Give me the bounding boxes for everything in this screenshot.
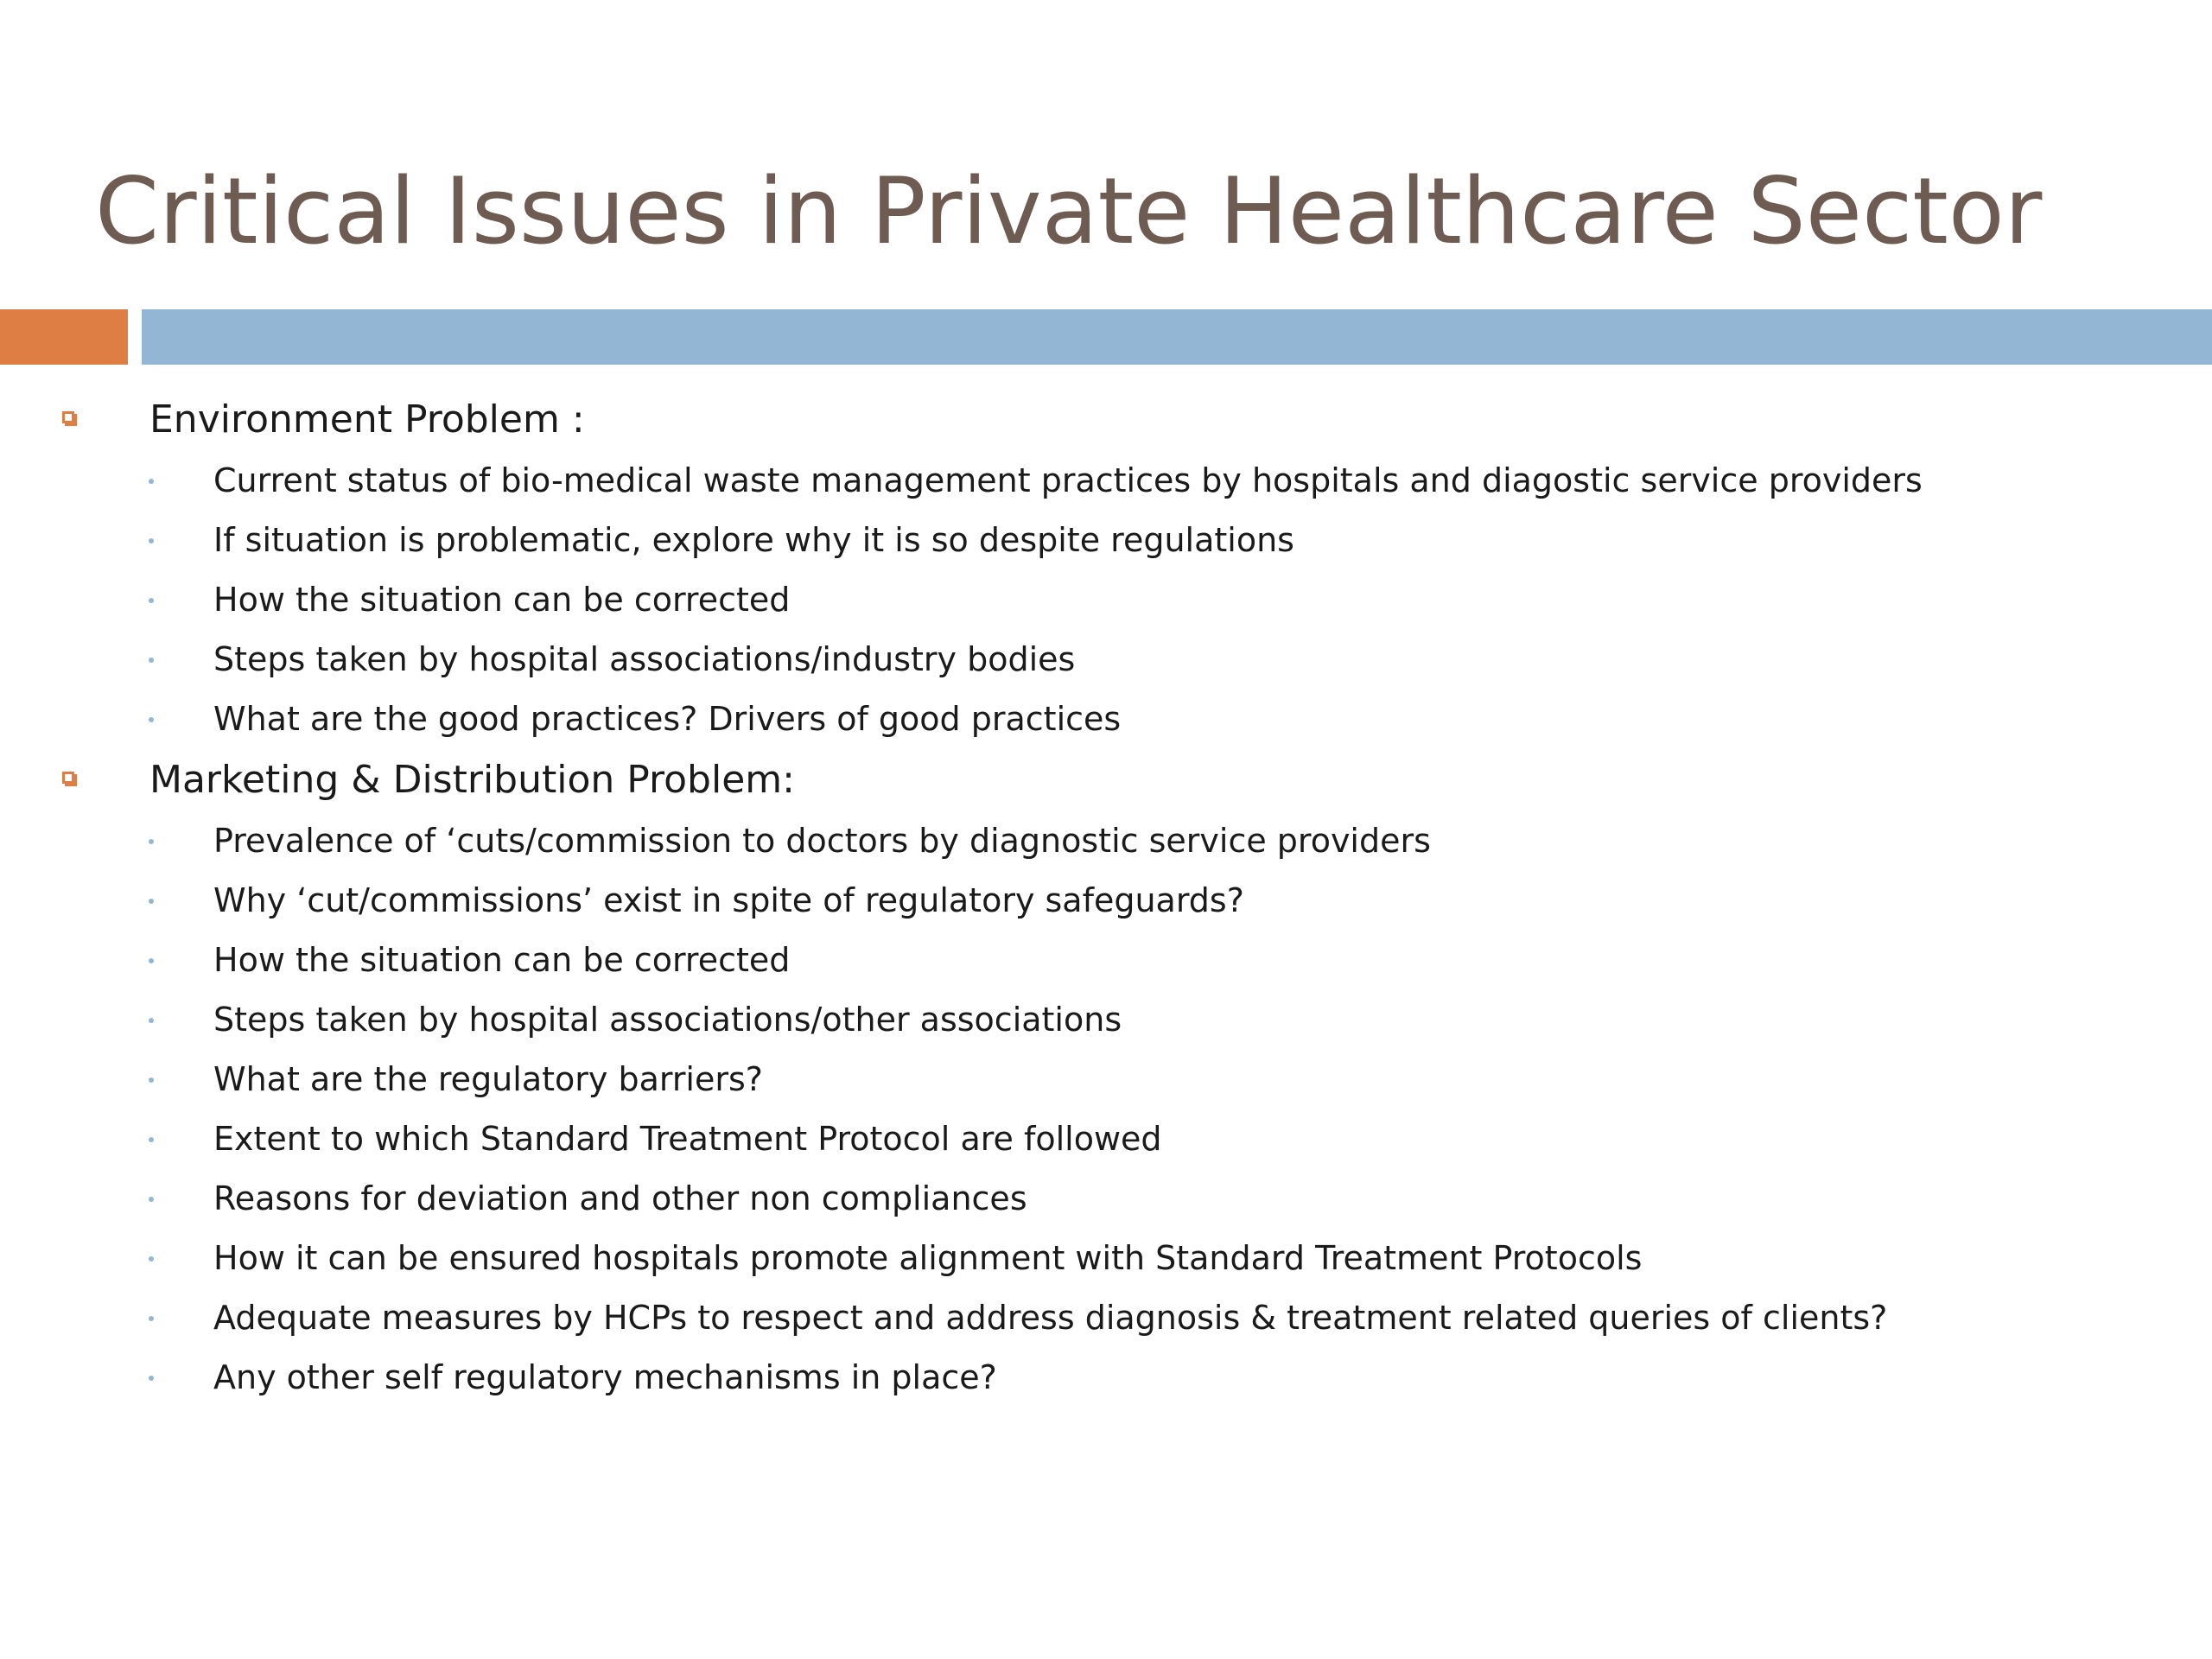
section-heading-marketing xyxy=(0,749,2212,811)
list-item-label: Steps taken by hospital associations/other associations xyxy=(213,1001,1122,1039)
list-item xyxy=(0,690,2212,749)
dot-bullet-icon xyxy=(149,1077,154,1083)
list-item xyxy=(0,630,2212,690)
list-item xyxy=(0,1288,2212,1348)
dot-bullet-icon xyxy=(149,899,154,904)
list-item-label: If situation is problematic, explore why it is so despite regulations xyxy=(213,521,1294,559)
dot-bullet-icon xyxy=(149,538,154,543)
list-item-label: Any other self regulatory mechanisms in place? xyxy=(213,1358,997,1396)
dot-bullet-icon xyxy=(149,1316,154,1321)
list-item-label: Steps taken by hospital associations/industry bodies xyxy=(213,640,1076,678)
list-item-label: What are the regulatory barriers? xyxy=(213,1060,763,1098)
list-item xyxy=(0,1169,2212,1229)
dot-bullet-icon xyxy=(149,1137,154,1142)
list-item-label: Reasons for deviation and other non compliances xyxy=(213,1179,1027,1217)
list-item-label: Adequate measures by HCPs to respect and address diagnosis & treatment related queries of clients? xyxy=(213,1299,1888,1337)
dot-bullet-icon xyxy=(149,1197,154,1202)
dot-bullet-icon xyxy=(149,658,154,663)
accent-bar-blue xyxy=(142,309,2212,365)
list-item xyxy=(0,811,2212,871)
dot-bullet-icon xyxy=(149,958,154,963)
list-item-label: Prevalence of ‘cuts/commission to doctors by diagnostic service providers xyxy=(213,822,1431,860)
dot-bullet-icon xyxy=(149,717,154,722)
section-label: Marketing & Distribution Problem: xyxy=(149,758,795,802)
dot-bullet-icon xyxy=(149,839,154,844)
list-item-label: How the situation can be corrected xyxy=(213,941,791,979)
slide-content xyxy=(0,389,2212,1408)
list-item xyxy=(0,511,2212,570)
list-item xyxy=(0,871,2212,931)
square-outline-bullet-icon xyxy=(62,772,74,784)
list-item-label: What are the good practices? Drivers of good practices xyxy=(213,700,1122,738)
list-item xyxy=(0,1109,2212,1169)
list-item xyxy=(0,1050,2212,1109)
list-item xyxy=(0,931,2212,990)
list-item-label: Why ‘cut/commissions’ exist in spite of regulatory safeguards? xyxy=(213,881,1244,919)
accent-bar-orange xyxy=(0,309,128,365)
dot-bullet-icon xyxy=(149,1376,154,1381)
list-item xyxy=(0,990,2212,1050)
list-item xyxy=(0,1229,2212,1288)
section-label: Environment Problem : xyxy=(149,397,585,442)
list-item xyxy=(0,1348,2212,1408)
list-item-label: How it can be ensured hospitals promote alignment with Standard Treatment Protocols xyxy=(213,1239,1643,1277)
dot-bullet-icon xyxy=(149,1256,154,1262)
square-outline-bullet-icon xyxy=(62,411,74,423)
list-item-label: Current status of bio-medical waste management practices by hospitals and diagostic service providers xyxy=(213,461,1923,499)
list-item xyxy=(0,451,2212,511)
list-item-label: How the situation can be corrected xyxy=(213,581,791,619)
section-heading-environment xyxy=(0,389,2212,451)
list-item xyxy=(0,570,2212,630)
dot-bullet-icon xyxy=(149,598,154,603)
list-item-label: Extent to which Standard Treatment Protocol are followed xyxy=(213,1120,1162,1158)
dot-bullet-icon xyxy=(149,1018,154,1023)
slide-title: Critical Issues in Private Healthcare Sector xyxy=(95,158,2043,264)
dot-bullet-icon xyxy=(149,479,154,484)
